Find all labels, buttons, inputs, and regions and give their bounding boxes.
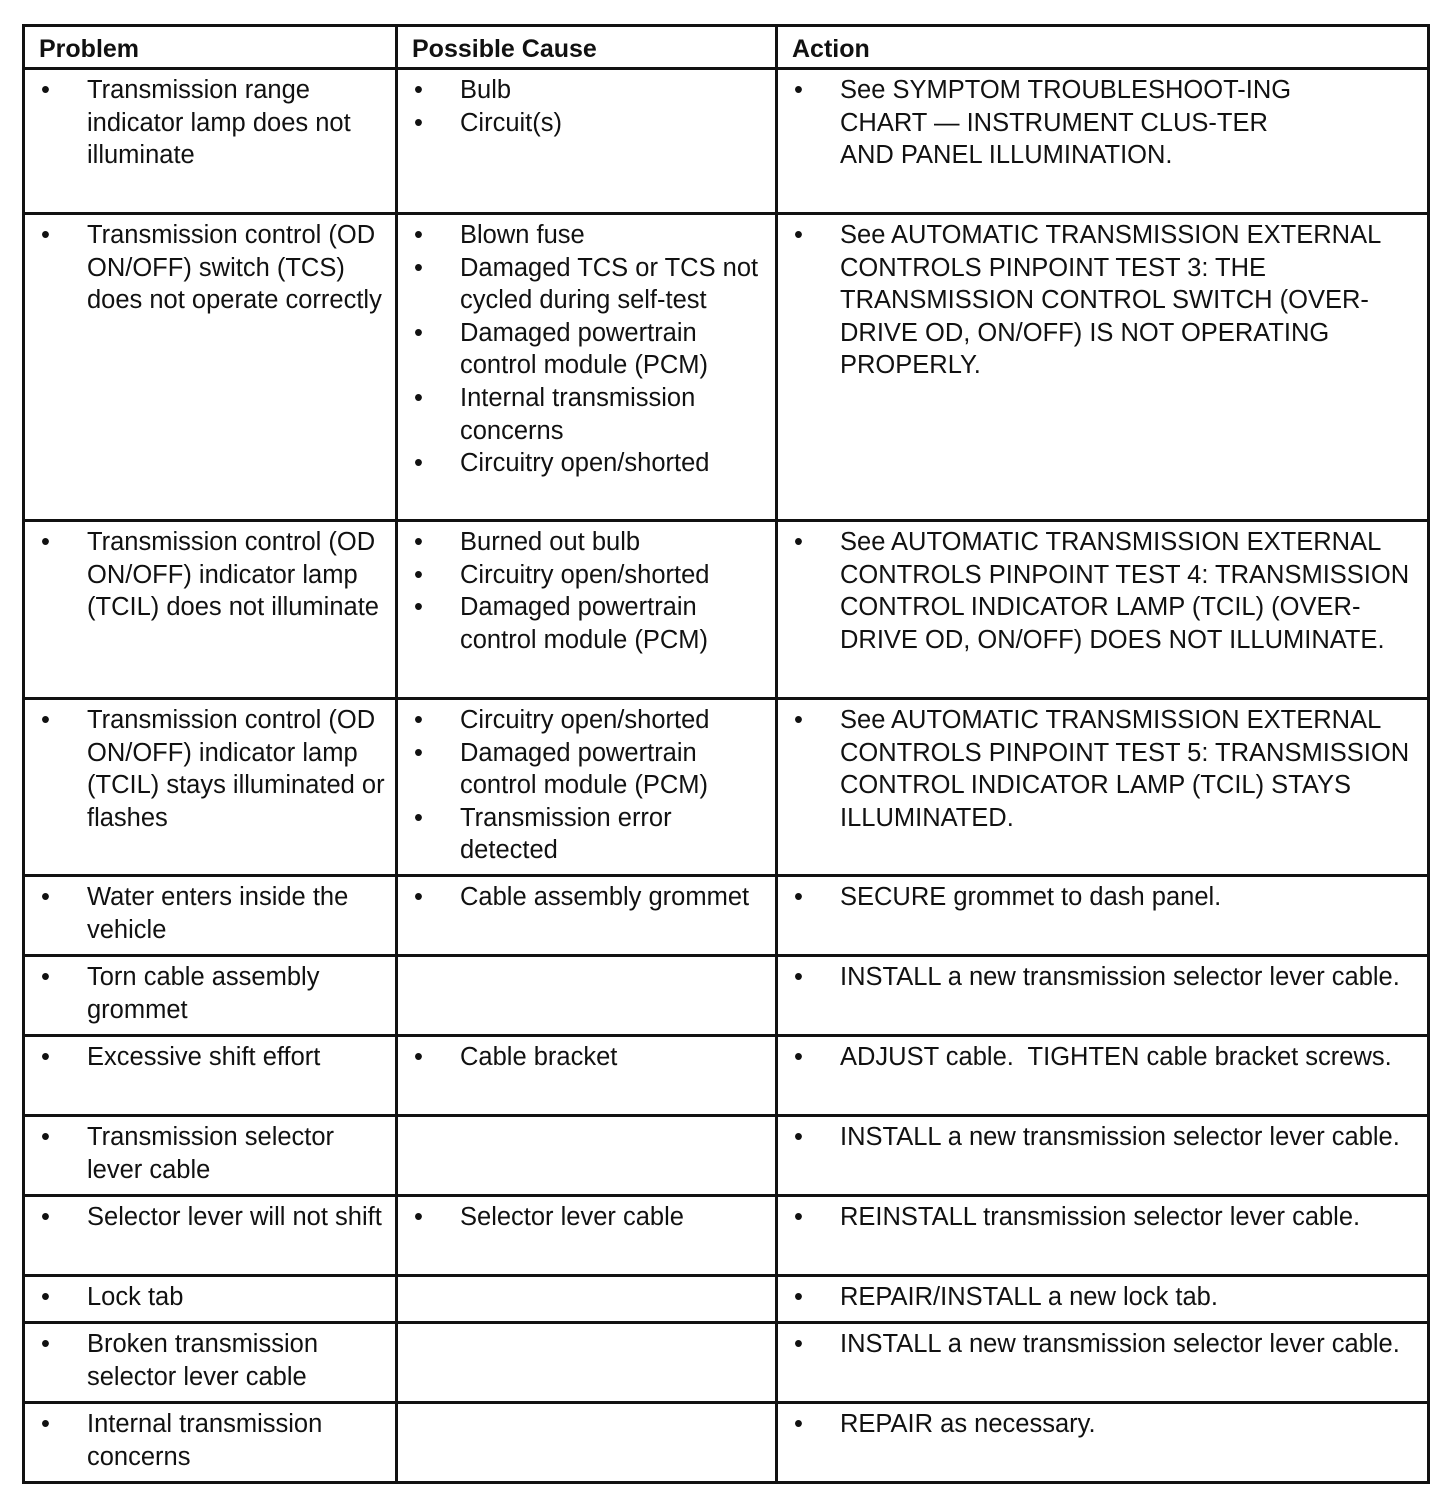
action-text: • INSTALL a new transmission selector lever cable. — [778, 961, 1427, 994]
problem-text: • Water enters inside the vehicle — [25, 881, 395, 946]
table-row — [24, 69, 1429, 214]
action-text: • REPAIR/INSTALL a new lock tab. — [778, 1281, 1427, 1314]
problem-cell — [24, 1323, 397, 1403]
header-possible-cause: Possible Cause — [397, 26, 777, 69]
problem-cell — [24, 876, 397, 956]
cause-item: • Damaged TCS or TCS not cycled during self-test — [398, 252, 775, 317]
table-row — [24, 956, 1429, 1036]
table-row — [24, 1036, 1429, 1116]
action-text: • ADJUST cable. TIGHTEN cable bracket screws. — [778, 1041, 1427, 1074]
table-row — [24, 214, 1429, 521]
table-row — [24, 521, 1429, 699]
problem-cell — [24, 1196, 397, 1276]
table-row — [24, 1323, 1429, 1403]
problem-cell — [24, 69, 397, 214]
problem-text: • Lock tab — [25, 1281, 395, 1314]
problem-text: • Transmission control (OD ON/OFF) switch (TCS) does not operate correctly — [25, 219, 395, 317]
cause-cell — [397, 69, 777, 214]
cause-item: • Burned out bulb — [398, 526, 775, 559]
problem-text: • Internal transmission concerns — [25, 1408, 395, 1473]
table-row — [24, 699, 1429, 876]
table-row — [24, 1276, 1429, 1323]
problem-cell — [24, 699, 397, 876]
action-text: • REINSTALL transmission selector lever cable. — [778, 1201, 1427, 1234]
cause-cell — [397, 1116, 777, 1196]
cause-cell — [397, 1196, 777, 1276]
problem-text: • Torn cable assembly grommet — [25, 961, 395, 1026]
problem-cell — [24, 1036, 397, 1116]
action-text: • INSTALL a new transmission selector lever cable. — [778, 1121, 1427, 1154]
cause-item: • Circuit(s) — [398, 107, 775, 140]
action-text: • See SYMPTOM TROUBLESHOOT-ING CHART — INSTRUMENT CLUS-TER AND PANEL ILLUMINATION. — [778, 74, 1427, 172]
cause-item: • Cable bracket — [398, 1041, 775, 1074]
cause-cell — [397, 956, 777, 1036]
problem-text: • Selector lever will not shift — [25, 1201, 395, 1234]
action-text: • See AUTOMATIC TRANSMISSION EXTERNAL CONTROLS PINPOINT TEST 3: THE TRANSMISSION CONTROL SWITCH (OVER-DRIVE OD, ON/OFF) IS NOT OPERATING PROPERLY. — [778, 219, 1427, 382]
cause-item: • Circuitry open/shorted — [398, 559, 775, 592]
problem-text: • Excessive shift effort — [25, 1041, 395, 1074]
header-row — [24, 26, 1429, 69]
action-cell — [777, 521, 1429, 699]
cause-item: • Cable assembly grommet — [398, 881, 775, 914]
table-row — [24, 1196, 1429, 1276]
action-cell — [777, 956, 1429, 1036]
cause-cell — [397, 1036, 777, 1116]
cause-item: • Transmission error detected — [398, 802, 775, 867]
cause-item: • Damaged powertrain control module (PCM) — [398, 317, 775, 382]
action-text: • See AUTOMATIC TRANSMISSION EXTERNAL CONTROLS PINPOINT TEST 4: TRANSMISSION CONTROL INDICATOR LAMP (TCIL) (OVER-DRIVE OD, ON/OFF) DOES NOT ILLUMINATE. — [778, 526, 1427, 656]
problem-cell — [24, 1403, 397, 1483]
cause-cell — [397, 214, 777, 521]
cause-item: • Selector lever cable — [398, 1201, 775, 1234]
action-cell — [777, 699, 1429, 876]
action-cell — [777, 1036, 1429, 1116]
problem-cell — [24, 214, 397, 521]
table-row — [24, 1116, 1429, 1196]
troubleshooting-table — [22, 24, 1430, 1484]
action-cell — [777, 1196, 1429, 1276]
cause-item: • Blown fuse — [398, 219, 775, 252]
problem-cell — [24, 1276, 397, 1323]
cause-item: • Internal transmission concerns — [398, 382, 775, 447]
action-text: • REPAIR as necessary. — [778, 1408, 1427, 1441]
cause-item: • Damaged powertrain control module (PCM) — [398, 737, 775, 802]
header-problem: Problem — [24, 26, 397, 69]
cause-cell — [397, 1323, 777, 1403]
problem-cell — [24, 956, 397, 1036]
problem-text: • Broken transmission selector lever cable — [25, 1328, 395, 1393]
action-text: • INSTALL a new transmission selector lever cable. — [778, 1328, 1427, 1361]
problem-text: • Transmission control (OD ON/OFF) indicator lamp (TCIL) does not illuminate — [25, 526, 395, 624]
table-row — [24, 1403, 1429, 1483]
cause-item: • Damaged powertrain control module (PCM) — [398, 591, 775, 656]
problem-cell — [24, 1116, 397, 1196]
action-cell — [777, 1276, 1429, 1323]
problem-text: • Transmission selector lever cable — [25, 1121, 395, 1186]
cause-cell — [397, 521, 777, 699]
action-cell — [777, 876, 1429, 956]
action-text: • See AUTOMATIC TRANSMISSION EXTERNAL CONTROLS PINPOINT TEST 5: TRANSMISSION CONTROL INDICATOR LAMP (TCIL) STAYS ILLUMINATED. — [778, 704, 1427, 834]
cause-item: • Circuitry open/shorted — [398, 704, 775, 737]
action-cell — [777, 1116, 1429, 1196]
cause-cell — [397, 1276, 777, 1323]
cause-item: • Bulb — [398, 74, 775, 107]
action-cell — [777, 214, 1429, 521]
problem-text: • Transmission control (OD ON/OFF) indicator lamp (TCIL) stays illuminated or flashes — [25, 704, 395, 834]
table-row — [24, 876, 1429, 956]
problem-cell — [24, 521, 397, 699]
action-text: • SECURE grommet to dash panel. — [778, 881, 1427, 914]
cause-cell — [397, 876, 777, 956]
cause-item: • Circuitry open/shorted — [398, 447, 775, 480]
action-cell — [777, 1323, 1429, 1403]
action-cell — [777, 69, 1429, 214]
header-action: Action — [777, 26, 1429, 69]
action-cell — [777, 1403, 1429, 1483]
cause-cell — [397, 1403, 777, 1483]
problem-text: • Transmission range indicator lamp does not illuminate — [25, 74, 395, 172]
cause-cell — [397, 699, 777, 876]
